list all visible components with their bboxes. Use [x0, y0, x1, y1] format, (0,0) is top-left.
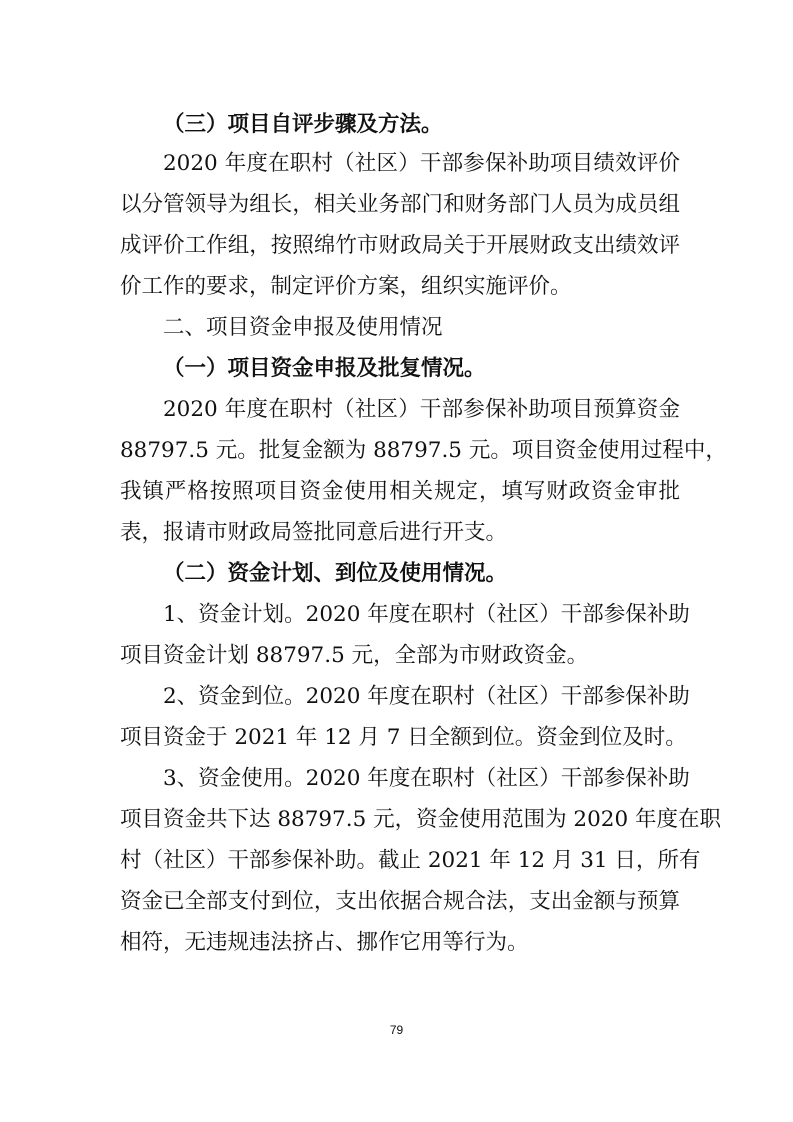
- paragraph-line: 项目资金计划 88797.5 元，全部为市财政资金。: [120, 643, 589, 668]
- paragraph-line: 项目资金于 2021 年 12 月 7 日全额到位。资金到位及时。: [120, 725, 687, 750]
- paragraph-line: 1、资金计划。2020 年度在职村（社区）干部参保补助: [163, 602, 690, 627]
- page-number: 79: [389, 1023, 404, 1037]
- paragraph-line: 相符，无违规违法挤占、挪作它用等行为。: [120, 930, 529, 955]
- section-heading-evaluation-steps: （三）项目自评步骤及方法。: [163, 112, 443, 137]
- paragraph-line: 成评价工作组，按照绵竹市财政局关于开展财政支出绩效评: [120, 233, 680, 258]
- paragraph-line: 3、资金使用。2020 年度在职村（社区）干部参保补助: [163, 766, 690, 791]
- subsection-heading-application-approval: （一）项目资金申报及批复情况。: [163, 356, 486, 381]
- paragraph-line: 村（社区）干部参保补助。截止 2021 年 12 月 31 日，所有: [120, 848, 701, 873]
- paragraph-line: 2、资金到位。2020 年度在职村（社区）干部参保补助: [163, 684, 690, 709]
- paragraph-line: 资金已全部支付到位，支出依据合规合法，支出金额与预算: [120, 889, 680, 914]
- paragraph-line: 项目资金共下达 88797.5 元，资金使用范围为 2020 年度在职: [120, 807, 721, 832]
- paragraph-line: 2020 年度在职村（社区）干部参保补助项目绩效评价: [163, 151, 680, 176]
- paragraph-line: 88797.5 元。批复金额为 88797.5 元。项目资金使用过程中，: [120, 438, 727, 463]
- paragraph-line: 以分管领导为组长，相关业务部门和财务部门人员为成员组: [120, 192, 680, 217]
- paragraph-line: 我镇严格按照项目资金使用相关规定，填写财政资金审批: [120, 479, 680, 504]
- paragraph-line: 2020 年度在职村（社区）干部参保补助项目预算资金: [163, 397, 680, 422]
- section-heading-funding-application: 二、项目资金申报及使用情况: [163, 315, 443, 340]
- paragraph-line: 表，报请市财政局签批同意后进行开支。: [120, 520, 508, 545]
- paragraph-line: 价工作的要求，制定评价方案，组织实施评价。: [120, 274, 572, 299]
- subsection-heading-plan-arrival-use: （二）资金计划、到位及使用情况。: [163, 561, 508, 586]
